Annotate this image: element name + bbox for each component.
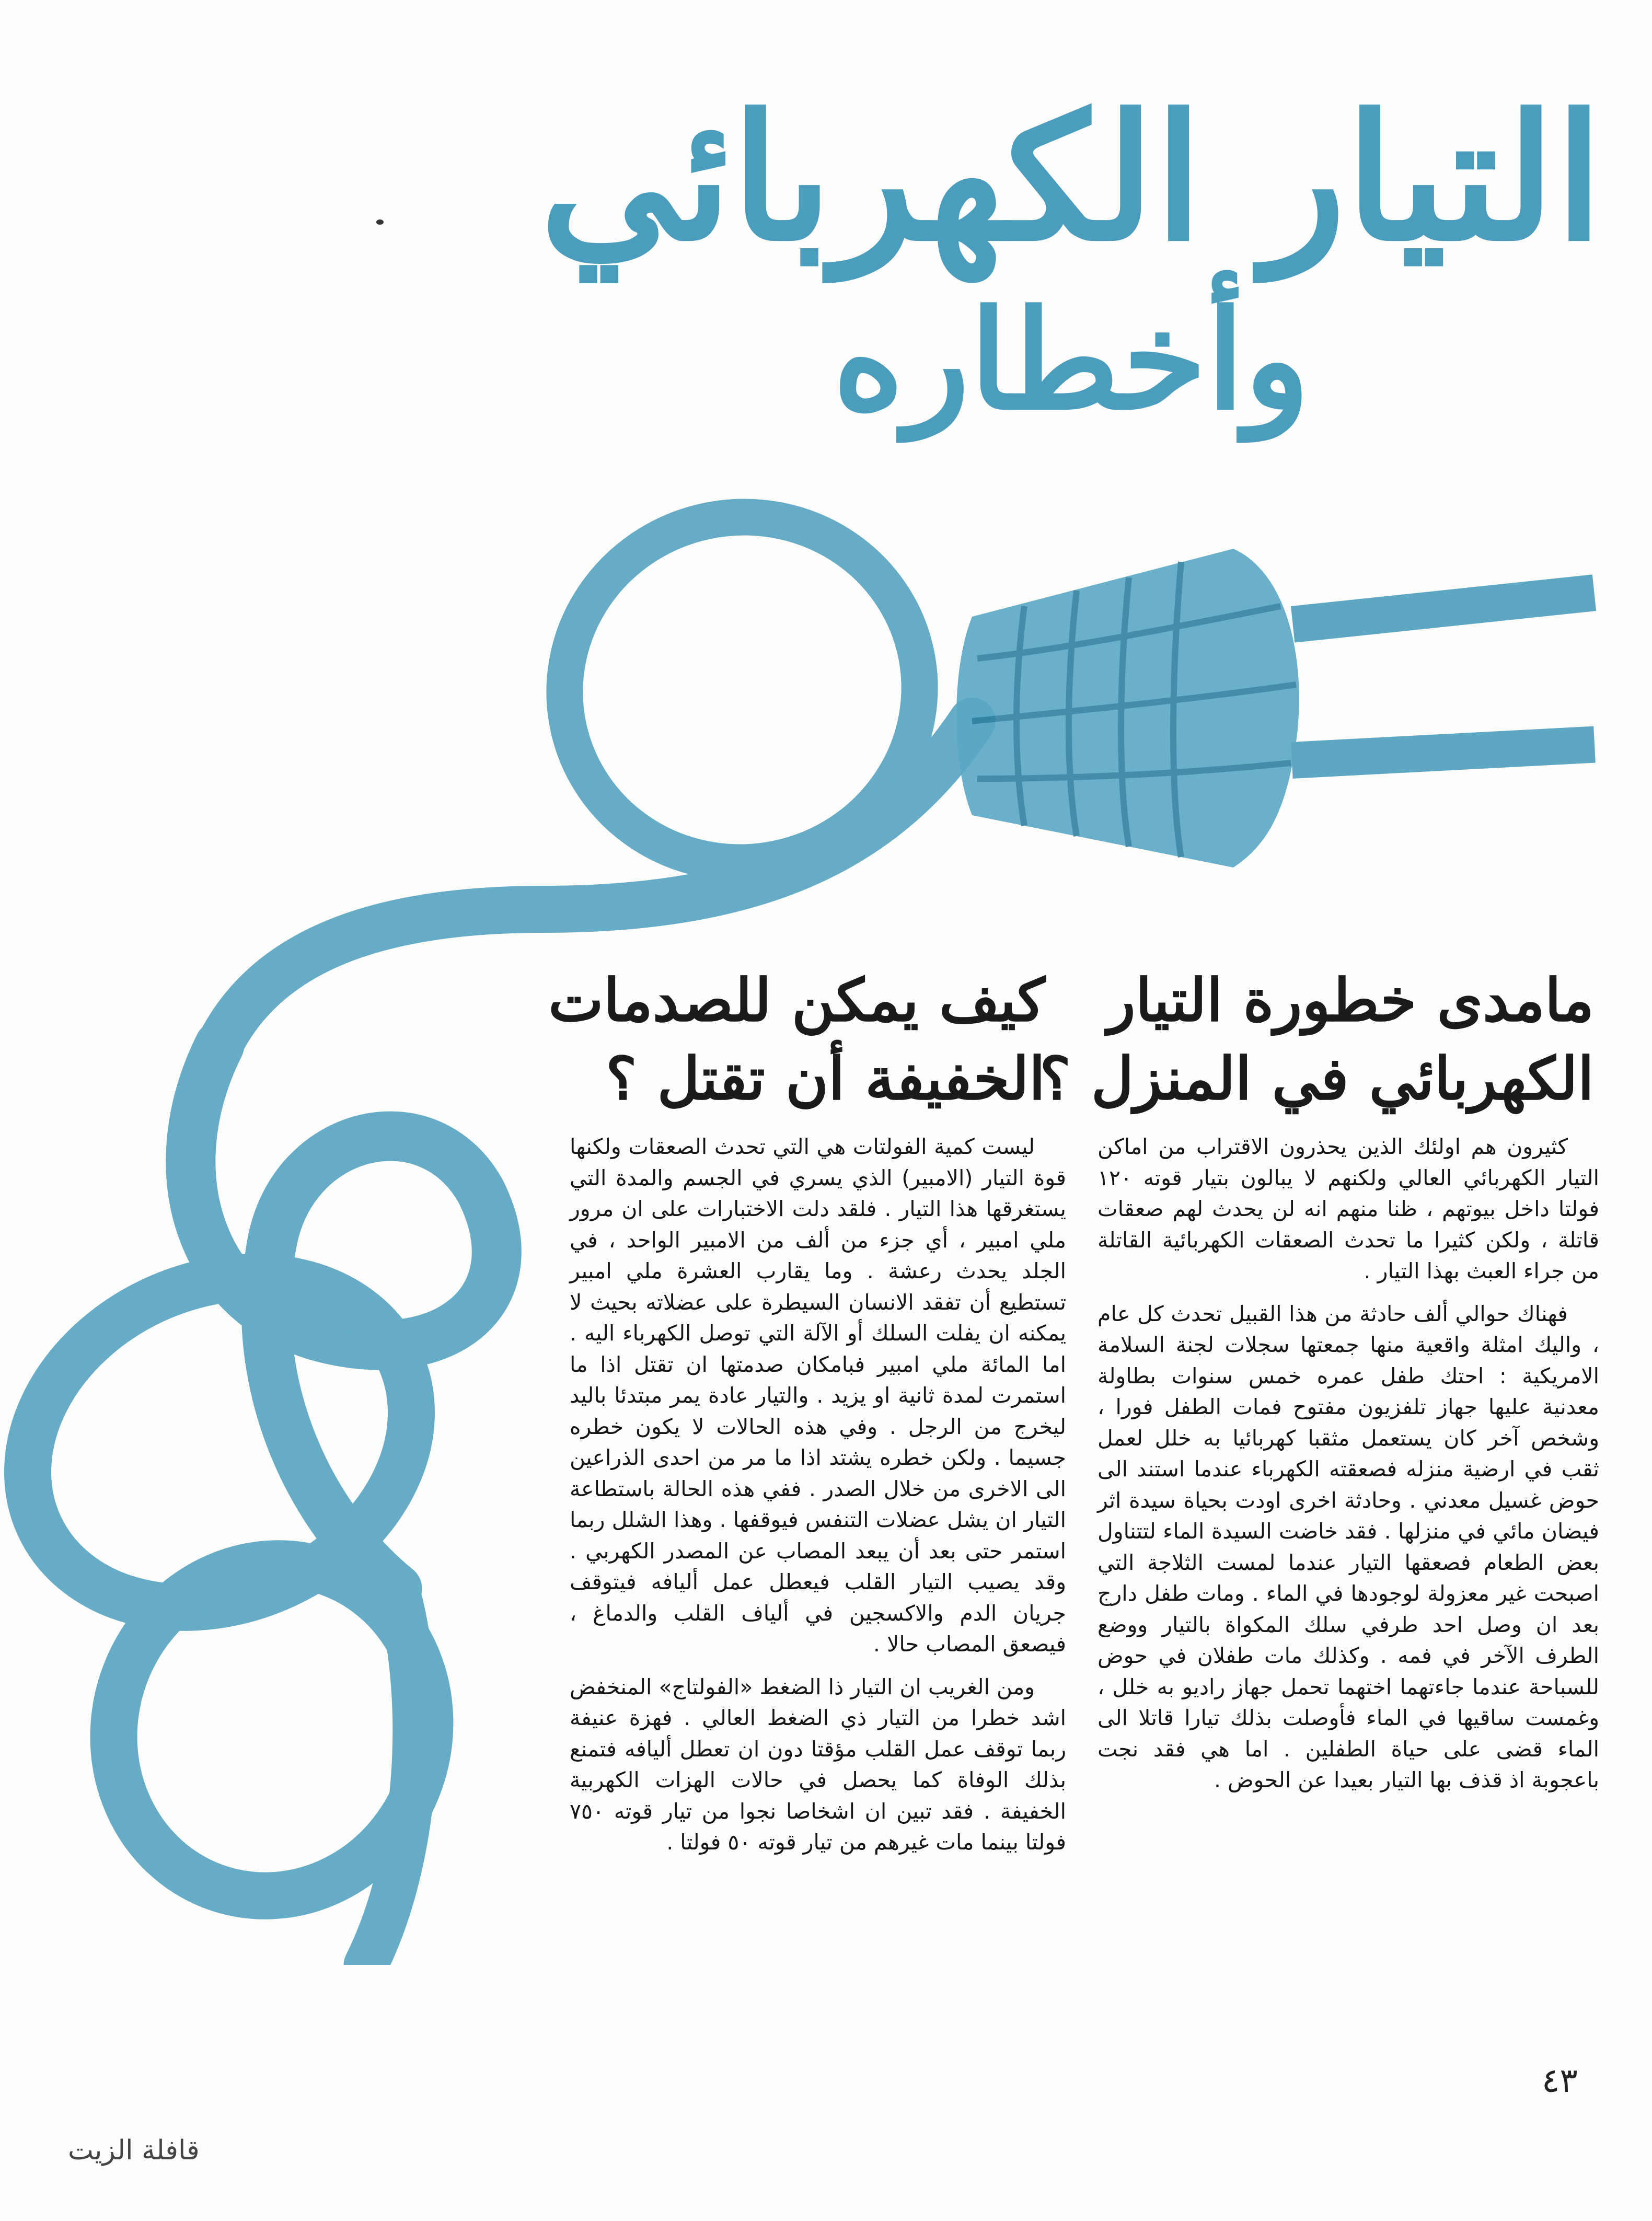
right-heading-line-1: مامدى خطورة التيار — [1107, 966, 1594, 1035]
cord-tail — [366, 1589, 415, 1965]
plug-prong-bottom — [1291, 726, 1596, 779]
right-paragraph: كثيرون هم اولئك الذين يحذرون الاقتراب من اماكن التيار الكهربائي العالي ولكنهم لا يبالون بتيار قوته ١٢٠ فولتا داخل بيوتهم ، ظنا منهم انه لن يحدث لهم صعقات قاتلة ، ولكن كثيرا ما تحدث الصعقات الكهربائية القاتلة من جراء العبث بهذا التيار . — [1098, 1134, 1599, 1283]
left-paragraph: ومن الغريب ان التيار ذا الضغط «الفولتاج» المنخفض اشد خطرا من التيار ذي الضغط العالي . فهزة عنيفة ربما توقف عمل القلب مؤقتا دون ان تعطل أليافه فتمنع بذلك الوفاة كما يحصل في حالات الهزات الكهربية الخفيفة . فقد تبين ان اشخاصا نجوا من تيار قوته ٧٥٠ فولتا بينما مات غيرهم من تيار قوته ٥٠ فولتا . — [570, 1674, 1066, 1855]
left-heading-line-2: الخفيفة أن تقتل ؟ — [606, 1045, 1045, 1113]
title-line-2: وأخطاره — [833, 281, 1310, 440]
article-title — [538, 73, 1604, 449]
right-column-heading — [1039, 962, 1594, 1118]
plug-body — [956, 549, 1596, 867]
title-line-1: التيار الكهربائي — [539, 76, 1603, 279]
left-heading-line-1: كيف يمكن للصدمات — [548, 966, 1045, 1035]
right-column-text — [1098, 1131, 1599, 1808]
right-heading-line-2: الكهربائي في المنزل ؟ — [1039, 1045, 1594, 1113]
magazine-name: قافلة الزيت — [68, 2135, 200, 2166]
left-column-text — [570, 1131, 1066, 1870]
print-speck — [376, 219, 384, 225]
page-number: ٤٣ — [1542, 2062, 1578, 2100]
right-paragraph: فهناك حوالي ألف حادثة من هذا القبيل تحدث كل عام ، واليك امثلة واقعية منها جمعتها سجلات لجنة السلامة الامريكية : احتك طفل عمره خمس سنوات بطاولة معدنية عليها جهاز تلفزيون مفتوح فمات الطفل فورا ، وشخص آخر كان يستعمل مثقبا كهربائيا به خلل لعمل ثقب في ارضية منزله فصعقته الكهرباء عندما استند الى حوض غسيل معدني . وحادثة اخرى اودت بحياة سيدة اثر فيضان مائي في منزلها . فقد خاضت السيدة الماء لتتناول بعض الطعام فصعقها التيار عندما لمست الثلاجة التي اصبحت غير معزولة لوجودها في الماء . ومات طفل دارج بعد ان وصل احد طرفي سلك المكواة بالتيار ووضع الطرف الآخر في فمه . وكذلك مات طفلان في حوض للسباحة عندما جاءتهما اختهما تحمل جهاز راديو به خلل ، وغمست ساقيها في الماء فأوصلت بذلك تيارا قاتلا الى الماء قضى على حياة الطفلين . اما هي فقد نجت باعجوبة اذ قذف بها التيار بعيدا عن الحوض . — [1098, 1301, 1599, 1792]
left-paragraph: ليست كمية الفولتات هي التي تحدث الصعقات ولكنها قوة التيار (الامبير) الذي يسري في الجسم والمدة التي يستغرقها هذا التيار . فلقد دلت الاختبارات على ان مرور ملي امبير ، أي جزء من ألف من الامبير الواحد ، في الجلد يحدث رعشة . وما يقارب العشرة ملي امبير تستطيع أن تفقد الانسان السيطرة على عضلاته بحيث لا يمكنه ان يفلت السلك أو الآلة التي توصل الكهرباء اليه . اما المائة ملي امبير فبامكان صدمتها ان تقتل اذا ما استمرت لمدة ثانية او يزيد . والتيار عادة يمر مبتدئا باليد ليخرج من الرجل . وفي هذه الحالات لا يكون خطره جسيما . ولكن خطره يشتد اذا ما مر من احدى الذراعين الى الاخرى من خلال الصدر . ففي هذه الحالة باستطاعة التيار ان يشل عضلات التنفس فيوقفها . وهذا الشلل ربما استمر حتى بعد أن يبعد المصاب عن المصدر الكهربي . وقد يصيب التيار القلب فيعطل عمل أليافه فيتوقف جريان الدم والاكسجين في ألياف القلب والدماغ ، فيصعق المصاب حالا . — [570, 1134, 1066, 1657]
left-column-heading — [548, 962, 1045, 1118]
plug-prong-top — [1291, 574, 1596, 642]
